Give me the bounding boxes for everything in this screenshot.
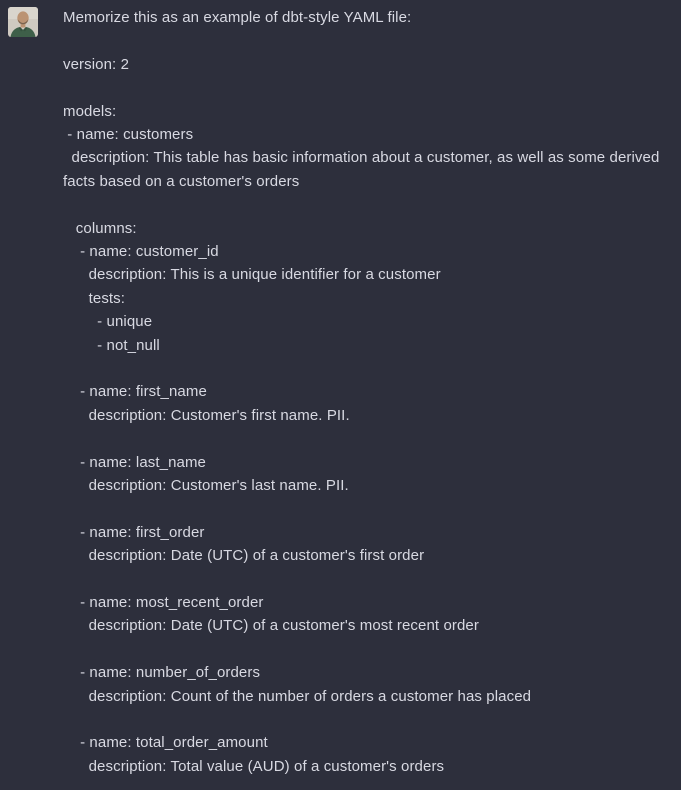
message-line: tests: [63, 289, 126, 307]
message-line: - name: customer_id [63, 243, 219, 261]
message-line [63, 76, 677, 99]
message-line: description: Date (UTC) of a customer's first order [63, 547, 425, 565]
message-line: description: Customer's last name. PII. [63, 477, 349, 495]
message-line [63, 497, 677, 520]
message-line: description: This table has basic information about a customer, as well as some derived [63, 149, 660, 167]
message-line: Memorize this as an example of dbt-style YAML file: [63, 9, 412, 26]
message-line: version: 2 [63, 55, 130, 73]
message-line [63, 427, 677, 450]
message-line [63, 357, 677, 380]
message-line: description: Total value (AUD) of a customer's orders [63, 757, 445, 775]
message-line: - name: first_name [63, 383, 207, 401]
user-photo-icon [8, 7, 38, 37]
message-line [63, 193, 677, 216]
message-line: - name: last_name [63, 453, 206, 471]
message-line: columns: [63, 219, 137, 237]
message-line: description: This is a unique identifier for a customer [63, 266, 441, 284]
message-line [63, 638, 677, 661]
message-line: models: [63, 102, 117, 120]
message-line: - name: first_order [63, 523, 205, 541]
message-line [63, 568, 677, 591]
message-line: - name: customers [63, 126, 194, 143]
message-line: description: Date (UTC) of a customer's most recent order [63, 617, 479, 635]
message-line: - name: most_recent_order [63, 594, 264, 612]
message-line: description: Customer's first name. PII. [63, 406, 350, 424]
message-line [63, 29, 677, 52]
message-line: - name: total_order_amount [63, 734, 268, 752]
message-line: - unique [63, 313, 153, 331]
message-text [63, 6, 677, 778]
message-line: - not_null [63, 336, 160, 354]
message-line: - name: number_of_orders [63, 664, 261, 682]
message-line: description: Count of the number of orders a customer has placed [63, 687, 532, 705]
message-line [63, 708, 677, 731]
message-line: facts based on a customer's orders [63, 172, 300, 190]
user-avatar [8, 7, 38, 37]
